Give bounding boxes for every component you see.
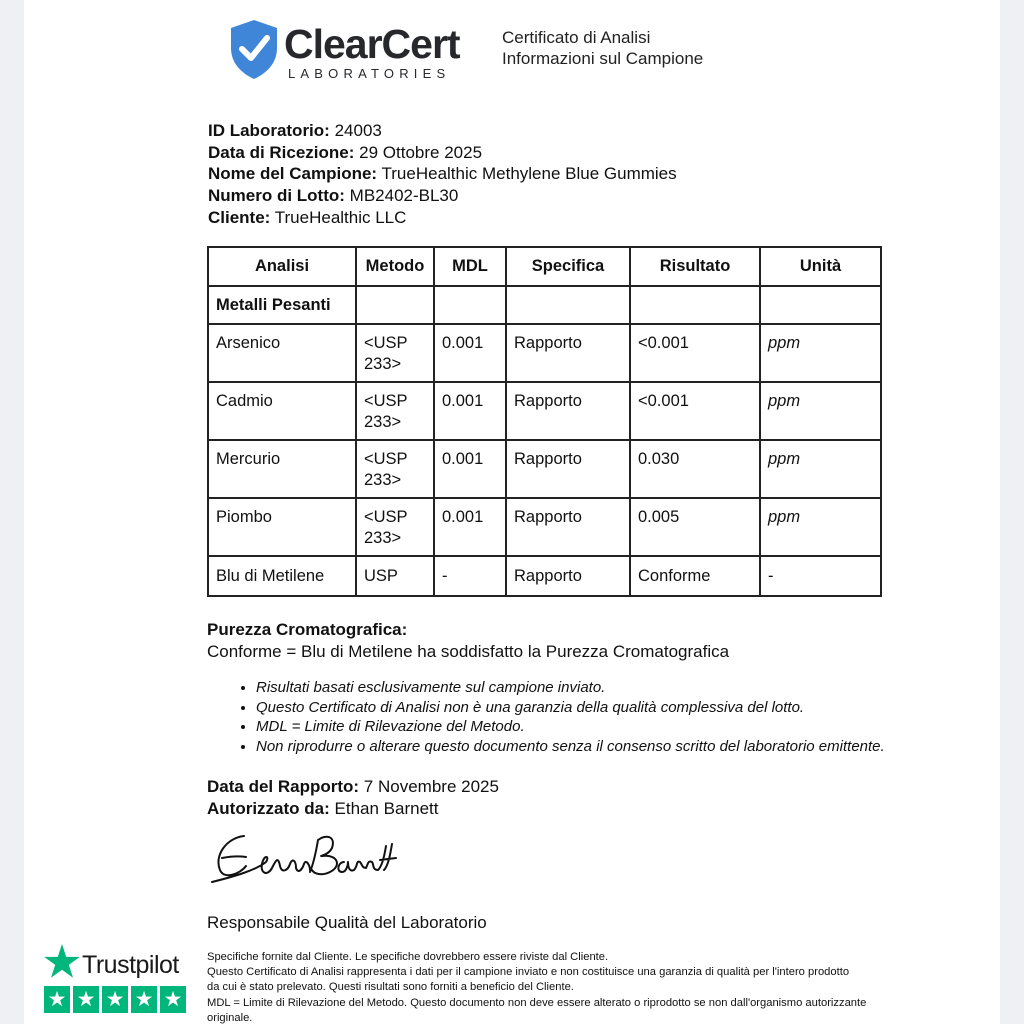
brand-name: ClearCert — [284, 21, 460, 67]
results-table — [207, 246, 882, 597]
fine-print-line: Specifiche fornite dal Cliente. Le specifiche dovrebbero essere riviste dal Cliente. — [207, 951, 609, 963]
col-header: Risultato — [630, 247, 760, 286]
fine-print — [207, 950, 987, 1024]
star-icon: ★ — [73, 986, 99, 1013]
list-item: • Risultati basati esclusivamente sul campione inviato. — [256, 678, 976, 698]
fine-print-line: MDL = Limite di Rilevazione del Metodo. Questo documento non deve essere alterato o riprodotto se non dall'organismo autorizzante — [207, 996, 867, 1009]
document-title: Certificato di Analisi — [502, 28, 651, 47]
trustpilot-badge — [44, 944, 194, 1014]
handwritten-signature — [206, 826, 406, 892]
star-icon: ★ — [160, 986, 186, 1013]
star-icon: ★ — [131, 986, 157, 1013]
col-header: Unità — [760, 247, 881, 286]
shield-check-icon — [228, 18, 280, 80]
info-lot-number: Numero di Lotto: MB2402-BL30 — [208, 186, 459, 206]
fine-print-line: Questo Certificato di Analisi rappresenta i dati per il campione inviato e non costituisce una garanzia di qualità per l'intero prodotto — [207, 966, 850, 979]
signatory-role: Responsabile Qualità del Laboratorio — [207, 913, 487, 932]
trustpilot-name: Trustpilot — [82, 951, 179, 979]
info-received-date: Data di Ricezione: 29 Ottobre 2025 — [208, 142, 483, 162]
col-header: Metodo — [356, 247, 434, 286]
star-icon: ★ — [102, 986, 128, 1013]
sample-info — [208, 120, 677, 229]
table-group-row — [208, 286, 881, 324]
report-info — [207, 776, 499, 819]
report-authorized-by: Autorizzato da: Ethan Barnett — [207, 798, 439, 818]
fine-print-line: da cui è stato prelevato. Questi risultati sono forniti a beneficio del Cliente. — [207, 981, 574, 994]
col-header: Analisi — [208, 247, 356, 286]
list-item: • MDL = Limite di Rilevazione del Metodo. — [256, 717, 976, 737]
star-icon: ★ — [44, 986, 70, 1013]
info-sample-name: Nome del Campione: TrueHealthic Methylene Blue Gummies — [208, 164, 677, 184]
table-header-row — [208, 247, 881, 286]
purity-text: Conforme = Blu di Metilene ha soddisfatto la Purezza Cromatografica — [207, 641, 730, 661]
document-subtitle: Informazioni sul Campione — [502, 49, 704, 68]
table-row: Mercurio <USP 233> 0.001 Rapporto 0.030 ppm — [208, 440, 881, 498]
table-row: Piombo <USP 233> 0.001 Rapporto 0.005 ppm — [208, 498, 881, 556]
col-header: MDL — [434, 247, 506, 286]
document-titles — [502, 27, 703, 69]
info-client: Cliente: TrueHealthic LLC — [208, 207, 407, 227]
notes-list — [232, 678, 976, 756]
report-date: Data del Rapporto: 7 Novembre 2025 — [207, 777, 499, 796]
info-lab-id: ID Laboratorio: 24003 — [208, 121, 382, 140]
col-header: Specifica — [506, 247, 630, 286]
brand-subtitle: LABORATORIES — [288, 66, 451, 81]
list-item: • Non riprodurre o alterare questo documento senza il consenso scritto del laboratorio emittente. — [256, 737, 976, 757]
purity-title: Purezza Cromatografica: — [207, 620, 408, 639]
lab-logo — [228, 18, 478, 82]
fine-print-line: originale. — [207, 1011, 253, 1024]
table-row: Blu di Metilene USP - Rapporto Conforme - — [208, 556, 881, 596]
list-item: • Questo Certificato di Analisi non è una garanzia della qualità complessiva del lotto. — [256, 698, 976, 718]
trustpilot-rating — [44, 986, 186, 1013]
purity-section — [207, 619, 729, 662]
trustpilot-star-icon — [44, 944, 80, 978]
table-row: Cadmio <USP 233> 0.001 Rapporto <0.001 ppm — [208, 382, 881, 440]
table-row: Arsenico <USP 233> 0.001 Rapporto <0.001 ppm — [208, 324, 881, 382]
group-label: Metalli Pesanti — [208, 286, 356, 324]
